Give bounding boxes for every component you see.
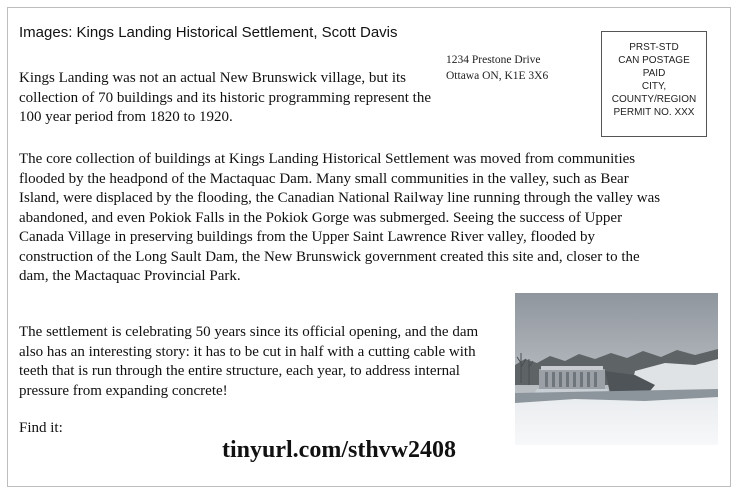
postage-line-3: PAID bbox=[642, 68, 666, 79]
short-url-link[interactable]: tinyurl.com/sthvw2408 bbox=[222, 437, 456, 463]
postage-line-5: COUNTY/REGION bbox=[611, 94, 697, 105]
address-line-2: Ottawa ON, K1E 3X6 bbox=[446, 70, 549, 82]
find-it-label: Find it: bbox=[19, 420, 63, 436]
paragraph-history: The core collection of buildings at Kings Landing Historical Settlement was moved from communities flooded by the headpond of the Mactaquac Dam. Many small communities in the valley, such as Bear Island, were displaced by the flooding, the Canadian National Railway line running through the valley was abandoned, and even Pokiok Falls in the Pokiok Gorge was submerged. Seeing the success of Upper Canada Village in preserving buildings from the Upper Saint Lawrence River valley, flooded by construction of the Long Sault Dam, the New Brunswick government created this site and, closer to the dam, the Mactaquac Provincial Park. bbox=[19, 151, 661, 284]
postage-line-6: PERMIT NO. XXX bbox=[613, 107, 695, 118]
paragraph-intro: Kings Landing was not an actual New Brunswick village, but its collection of 70 buildings and its historic programming represent the 100 year period from 1820 to 1920. bbox=[19, 70, 431, 125]
postage-line-2: CAN POSTAGE bbox=[618, 55, 690, 66]
postage-indicia bbox=[601, 31, 707, 137]
paragraph-anniversary: The settlement is celebrating 50 years since its official opening, and the dam also has an interesting story: it has to be cut in half with a cutting cable with teeth that is run through the entire structure, each year, to address internal pressure from expanding concrete! bbox=[19, 324, 479, 399]
postage-line-4: CITY, bbox=[641, 81, 667, 92]
mailing-address bbox=[446, 52, 548, 84]
address-line-1: 1234 Prestone Drive bbox=[446, 54, 541, 66]
image-credit: Images: Kings Landing Historical Settlement, Scott Davis bbox=[19, 24, 398, 41]
dam-photo bbox=[515, 293, 718, 445]
postage-line-1: PRST-STD bbox=[629, 42, 679, 53]
